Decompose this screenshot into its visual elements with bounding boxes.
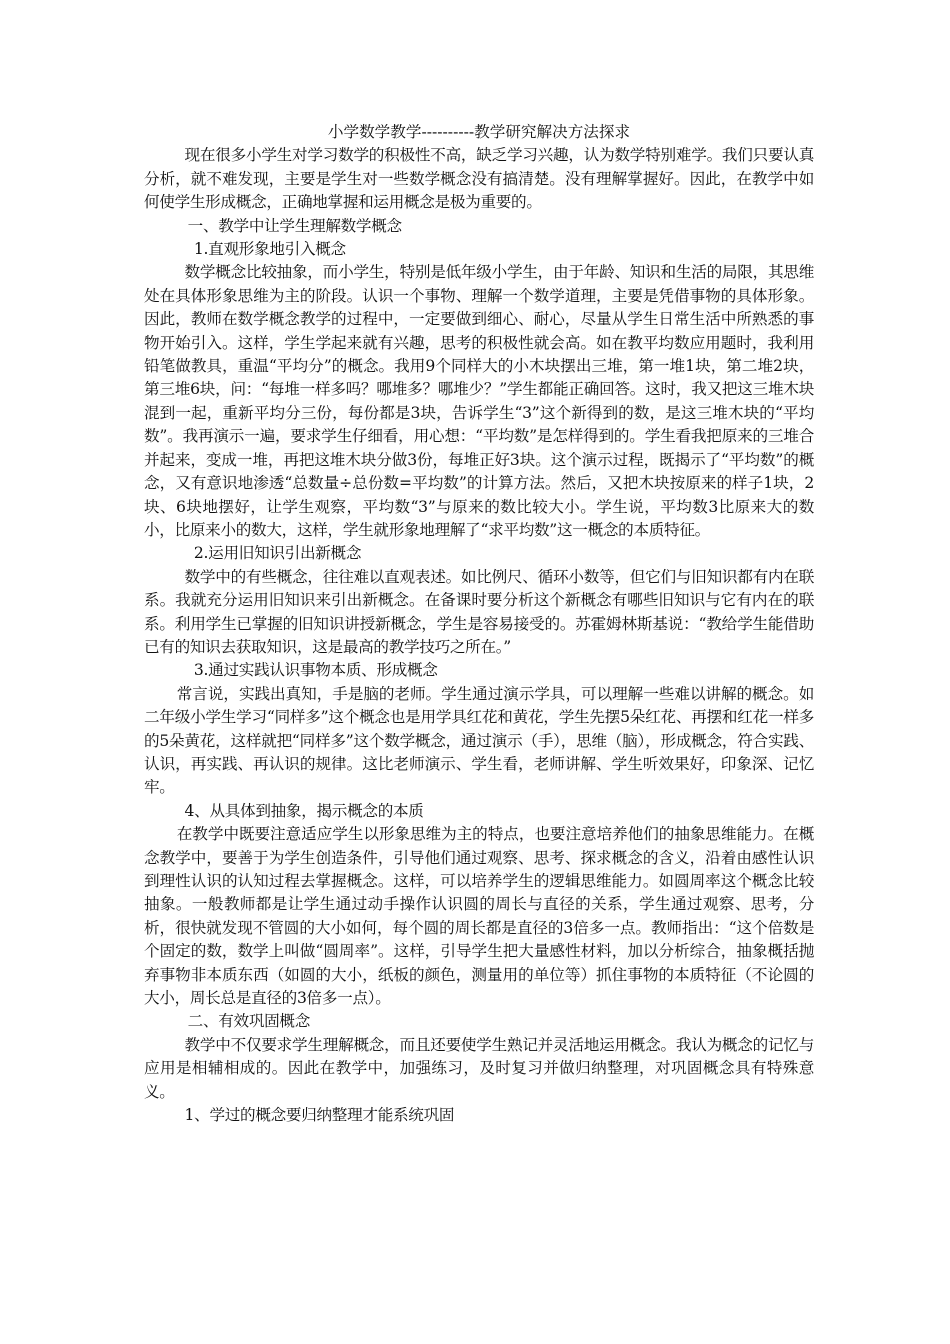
section-heading: 4、从具体到抽象，揭示概念的本质 xyxy=(184,801,424,820)
section-heading: 1、学过的概念要归纳整理才能系统巩固 xyxy=(184,1106,455,1125)
section-heading: 3.通过实践认识事物本质、形成概念 xyxy=(193,661,438,680)
document-body xyxy=(144,144,814,1127)
section-heading: 1.直观形象地引入概念 xyxy=(193,240,346,259)
section-heading: 二、有效巩固概念 xyxy=(187,1012,311,1031)
section-heading: 2.运用旧知识引出新概念 xyxy=(193,544,362,563)
document-title: 小学数学教学----------教学研究解决方法探求 xyxy=(327,123,631,141)
body-paragraph: 教学中不仅要求学生理解概念，而且还要使学生熟记并灵活地运用概念。我认为概念的记忆与应用是相辅相成的。因此在教学中，加强练习，及时复习并做归纳整理，对巩固概念具有特殊意义。 xyxy=(144,1035,814,1101)
section-heading: 常言说，实践出真知，手是脑的老师。学生通过演示学具，可以理解一些难以讲解的概念。如二年级小学生学习“同样多”这个概念也是用学具红花和黄花，学生先摆5朵红花、再摆和红花一样多的5朵黄花，这样就把“同样多”这个数学概念，通过演示（手），思维（脑），形成概念，符合实践、认识，再实践、再认识的规律。这比老师演示、学生看，老师讲解、学生听效果好，印象深、记忆牢。 xyxy=(144,684,814,797)
section-heading: 一、教学中让学生理解数学概念 xyxy=(187,216,402,235)
body-paragraph: 数学概念比较抽象，而小学生，特别是低年级小学生，由于年龄、知识和生活的局限，其思维处在具体形象思维为主的阶段。认识一个事物、理解一个数学道理，主要是凭借事物的具体形象。因此，教师在数学概念教学的过程中，一定要做到细心、耐心，尽量从学生日常生活中所熟悉的事物开始引入。这样，学生学起来就有兴趣，思考的积极性就会高。如在教平均数应用题时，我利用铅笔做教具，重温“平均分”的概念。我用9个同样大的小木块摆出三堆，第一堆1块，第二堆2块，第三堆6块，问：“每堆一样多吗？哪堆多？哪堆少？”学生都能正确回答。这时，我又把这三堆木块混到一起，重新平均分三份，每份都是3块，告诉学生“3”这个新得到的数，是这三堆木块的“平均数”。我再演示一遍，要求学生仔细看，用心想：“平均数”是怎样得到的。学生看我把原来的三堆合并起来，变成一堆，再把这堆木块分做3份，每堆正好3块。这个演示过程，既揭示了“平均数”的概念，又有意识地渗透“总数量÷总份数=平均数”的计算方法。然后，又把木块按原来的样子1块，2块、6块地摆好，让学生观察，平均数“3”与原来的数比较大小。学生说，平均数3比原来大的数小，比原来小的数大，这样，学生就形象地理解了“求平均数”这一概念的本质特征。 xyxy=(144,263,814,539)
section-heading: 在教学中既要注意适应学生以形象思维为主的特点，也要注意培养他们的抽象思维能力。在概念教学中，要善于为学生创造条件，引导他们通过观察、思考、探求概念的含义，沿着由感性认识到理性认识的认知过程去掌握概念。这样，可以培养学生的逻辑思维能力。如圆周率这个概念比较抽象。一般教师都是让学生通过动手操作认识圆的周长与直径的关系，学生通过观察、思考，分析，很快就发现不管圆的大小如何，每个圆的周长都是直径的3倍多一点。教师指出：“这个倍数是个固定的数，数学上叫做“圆周率”。这样，引导学生把大量感性材料，加以分析综合，抽象概括抛弃事物非本质东西（如圆的大小，纸板的颜色，测量用的单位等）抓住事物的本质特征（不论圆的大小，周长总是直径的3倍多一点）。 xyxy=(144,825,814,1008)
body-paragraph: 现在很多小学生对学习数学的积极性不高，缺乏学习兴趣，认为数学特别难学。我们只要认真分析，就不难发现，主要是学生对一些数学概念没有搞清楚。没有理解掌握好。因此，在教学中如何使学生形成概念，正确地掌握和运用概念是极为重要的。 xyxy=(144,146,814,212)
document-page xyxy=(144,118,814,1127)
body-paragraph: 数学中的有些概念，往往难以直观表述。如比例尺、循环小数等，但它们与旧知识都有内在联系。我就充分运用旧知识来引出新概念。在备课时要分析这个新概念有哪些旧知识与它有内在的联系。利用学生已掌握的旧知识讲授新概念，学生是容易接受的。苏霍姆林斯基说：“教给学生能借助已有的知识去获取知识，这是最高的教学技巧之所在。” xyxy=(144,567,814,656)
